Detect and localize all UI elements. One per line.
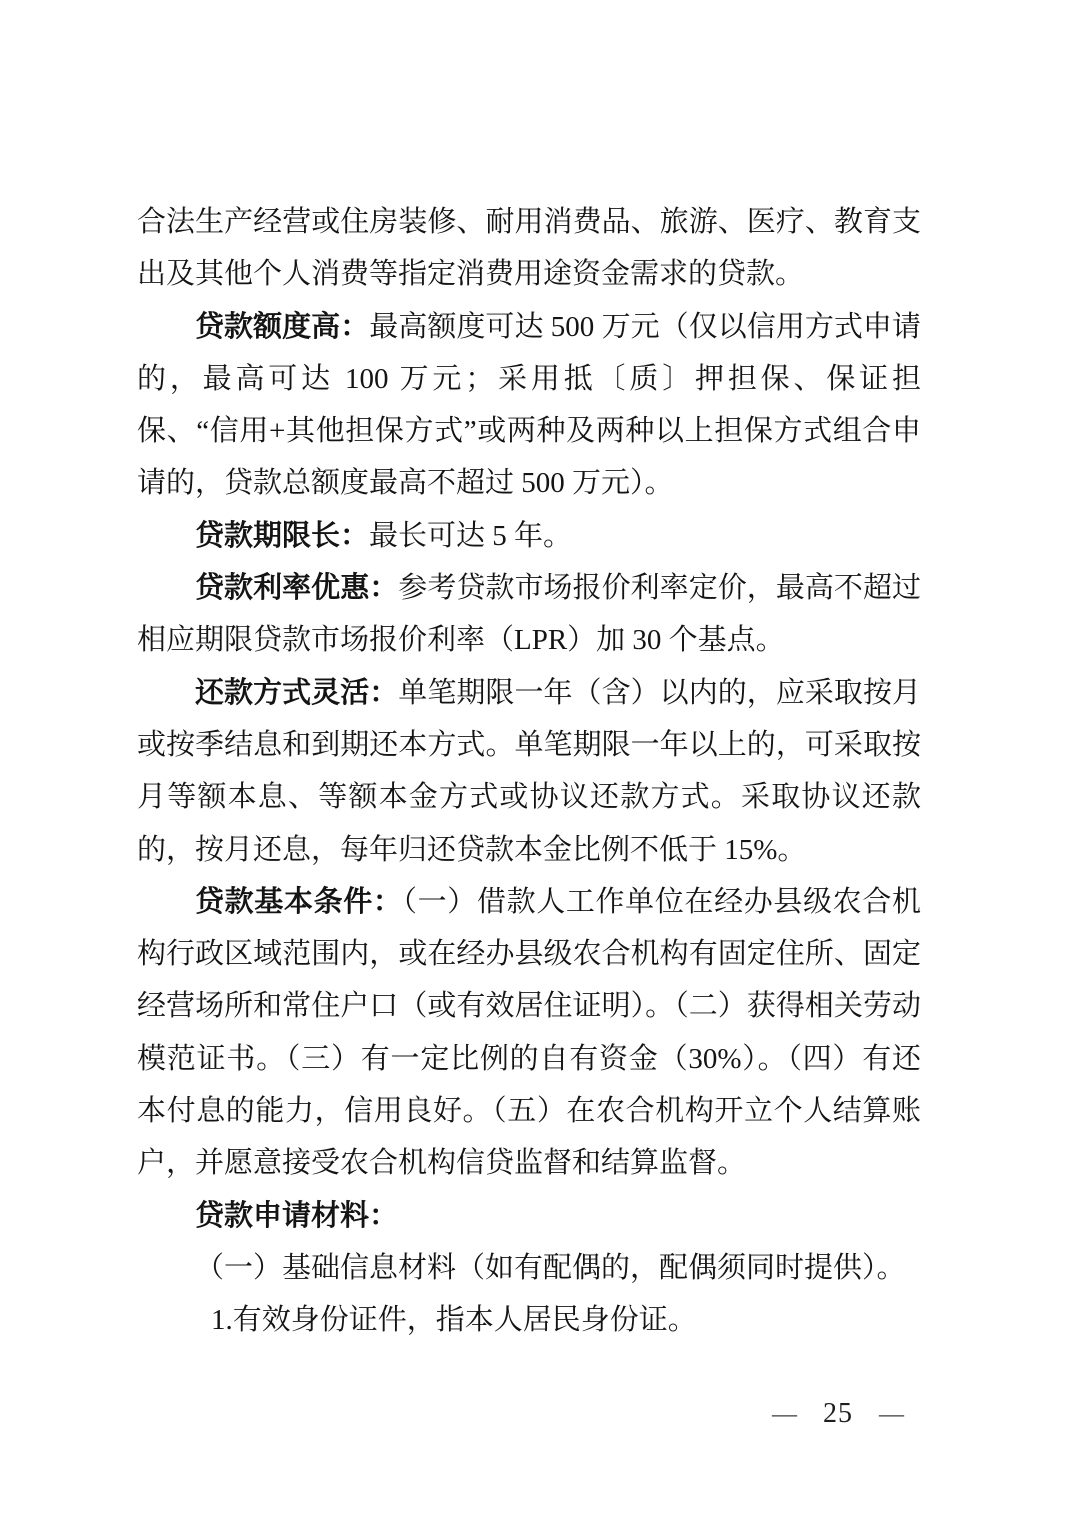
para-id-document-item xyxy=(137,1294,921,1346)
body-text: 最长可达 5 年。 xyxy=(369,519,573,552)
section-heading-label: 贷款期限长： xyxy=(195,519,370,552)
para-basic-conditions xyxy=(137,876,921,1190)
para-basic-info-materials xyxy=(137,1242,921,1294)
section-heading-label: 贷款额度高： xyxy=(195,310,370,343)
body-text: 参考贷款市场报价利率定价，最高不超过相应期限贷款市场报价利率（LPR）加 30 个基点。 xyxy=(137,572,921,657)
para-loan-amount xyxy=(137,301,921,510)
para-application-materials-heading xyxy=(137,1190,921,1242)
para-loan-rate xyxy=(137,562,921,667)
para-repayment-method xyxy=(137,667,921,876)
section-heading-label: 贷款基本条件： xyxy=(195,885,403,918)
para-loan-term xyxy=(137,510,921,562)
para-continued-intro xyxy=(137,196,921,301)
section-heading-label: 贷款利率优惠： xyxy=(195,572,399,605)
footer-dash-left: — xyxy=(772,1401,797,1428)
body-text: （一）借款人工作单位在经办县级农合机构行政区域范围内，或在经办县级农合机构有固定住所、固定经营场所和常住户口（或有效居住证明）。（二）获得相关劳动模范证书。（三）有一定比例的自有资金（30%）。（四）有还本付息的能力，信用良好。（五）在农合机构开立个人结算账户，并愿意接受农合机构信贷监督和结算监督。 xyxy=(137,885,921,1180)
body-text: 最高额度可达 500 万元（仅以信用方式申请的，最高可达 100 万元；采用抵〔质〕押担保、保证担保、“信用+其他担保方式”或两种及两种以上担保方式组合申请的，贷款总额度最高不超过 500 万元）。 xyxy=(137,310,921,500)
body-text: （一）基础信息材料（如有配偶的，配偶须同时提供）。 xyxy=(195,1251,906,1284)
body-text: 合法生产经营或住房装修、耐用消费品、旅游、医疗、教育支出及其他个人消费等指定消费用途资金需求的贷款。 xyxy=(137,206,921,291)
document-body xyxy=(137,196,921,1347)
page-footer xyxy=(772,1398,904,1430)
footer-dash-right: — xyxy=(879,1401,904,1428)
page-number: 25 xyxy=(823,1398,853,1429)
section-heading-label: 还款方式灵活： xyxy=(195,676,399,709)
body-text: 单笔期限一年（含）以内的，应采取按月或按季结息和到期还本方式。单笔期限一年以上的，可采取按月等额本息、等额本金方式或协议还款方式。采取协议还款的，按月还息，每年归还贷款本金比例不低于 15%。 xyxy=(137,676,921,866)
section-heading-label: 贷款申请材料： xyxy=(195,1199,399,1232)
body-text: 1.有效身份证件，指本人居民身份证。 xyxy=(211,1304,697,1337)
